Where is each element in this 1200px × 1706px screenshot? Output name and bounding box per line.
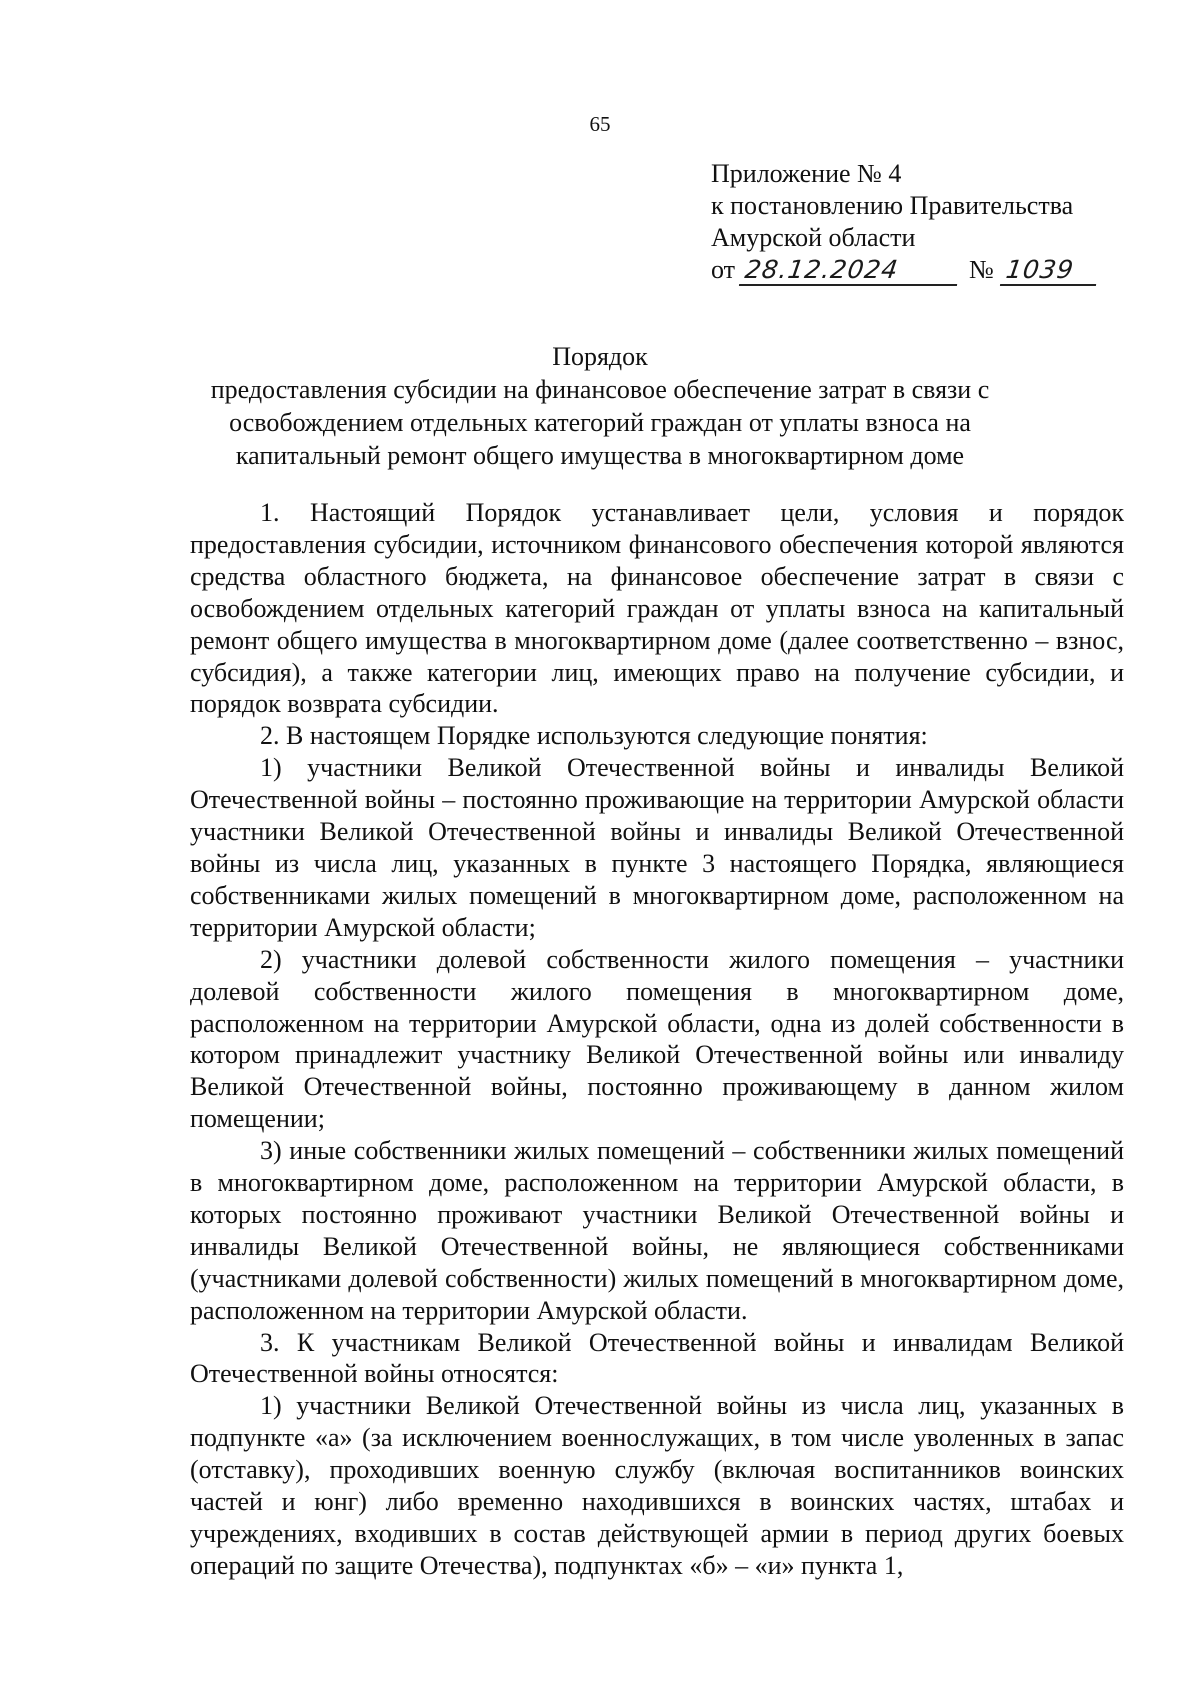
appendix-line-2: к постановлению Правительства [711, 191, 1074, 220]
appendix-date-number-line [711, 254, 1098, 286]
title-line-1: предоставления субсидии на финансовое обеспечение затрат в связи с [210, 375, 990, 404]
handwritten-date: 28.12.2024 [739, 256, 961, 286]
paragraph-2-item-3: 3) иные собственники жилых помещений – собственники жилых помещений в многоквартирном доме, расположенном на территории Амурской области, в которых постоянно проживают участники Великой Отечественной войны и инвалиды Великой Отечественной войны, не являющиеся собственниками (участниками долевой собственности) жилых помещений в многоквартирном доме, расположенном на территории Амурской области. [190, 1136, 1124, 1325]
title-heading: Порядок [552, 342, 648, 371]
page-number: 65 [589, 112, 611, 136]
number-label: № [969, 255, 994, 284]
paragraph-2: 2. В настоящем Порядке используются следующие понятия: [260, 721, 928, 751]
body-text [190, 497, 1124, 1582]
paragraph-1: 1. Настоящий Порядок устанавливает цели, условия и порядок предоставления субсидии, источником финансового обеспечения которой являются средства областного бюджета, на финансовое обеспечение затрат в связи с освобождением отдельных категорий граждан от уплаты взноса на капитальный ремонт общего имущества в многоквартирном доме (далее соответственно – взнос, субсидия), а также категории лиц, имеющих право на получение субсидии, и порядок возврата субсидии. [190, 498, 1124, 719]
document-title [0, 340, 1200, 472]
paragraph-3-item-1: 1) участники Великой Отечественной войны из числа лиц, указанных в подпункте «а» (за исключением военнослужащих, в том числе уволенных в запас (отставку), проходивших военную службу (включая воспитанников воинских частей и юнг) либо временно находившихся в воинских частях, штабах и учреждениях, входивших в состав действующей армии в период других боевых операций по защите Отечества), подпунктах «б» – «и» пункта 1, [190, 1391, 1124, 1580]
from-label: от [711, 255, 736, 284]
appendix-line-1: Приложение № 4 [711, 159, 902, 188]
handwritten-number: 1039 [1000, 256, 1100, 286]
paragraph-2-item-2: 2) участники долевой собственности жилого помещения – участники долевой собственности жилого помещения в многоквартирном доме, расположенном на территории Амурской области, одна из долей собственности в котором принадлежит участнику Великой Отечественной войны или инвалиду Великой Отечественной войны, постоянно проживающему в данном жилом помещении; [190, 944, 1124, 1134]
title-line-3: капитальный ремонт общего имущества в многоквартирном доме [235, 441, 965, 470]
paragraph-2-item-1: 1) участники Великой Отечественной войны и инвалиды Великой Отечественной войны – постоянно проживающие на территории Амурской области участники Великой Отечественной войны и инвалиды Великой Отечественной войны из числа лиц, указанных в пункте 3 настоящего Порядка, являющиеся собственниками жилых помещений в многоквартирном доме, расположенном на территории Амурской области; [190, 753, 1124, 942]
paragraph-3: 3. К участникам Великой Отечественной войны и инвалидам Великой Отечественной войны относятся: [190, 1327, 1124, 1389]
appendix-line-3: Амурской области [711, 223, 916, 252]
appendix-block [711, 158, 1098, 286]
title-line-2: освобождением отдельных категорий граждан от уплаты взноса на [229, 408, 971, 437]
